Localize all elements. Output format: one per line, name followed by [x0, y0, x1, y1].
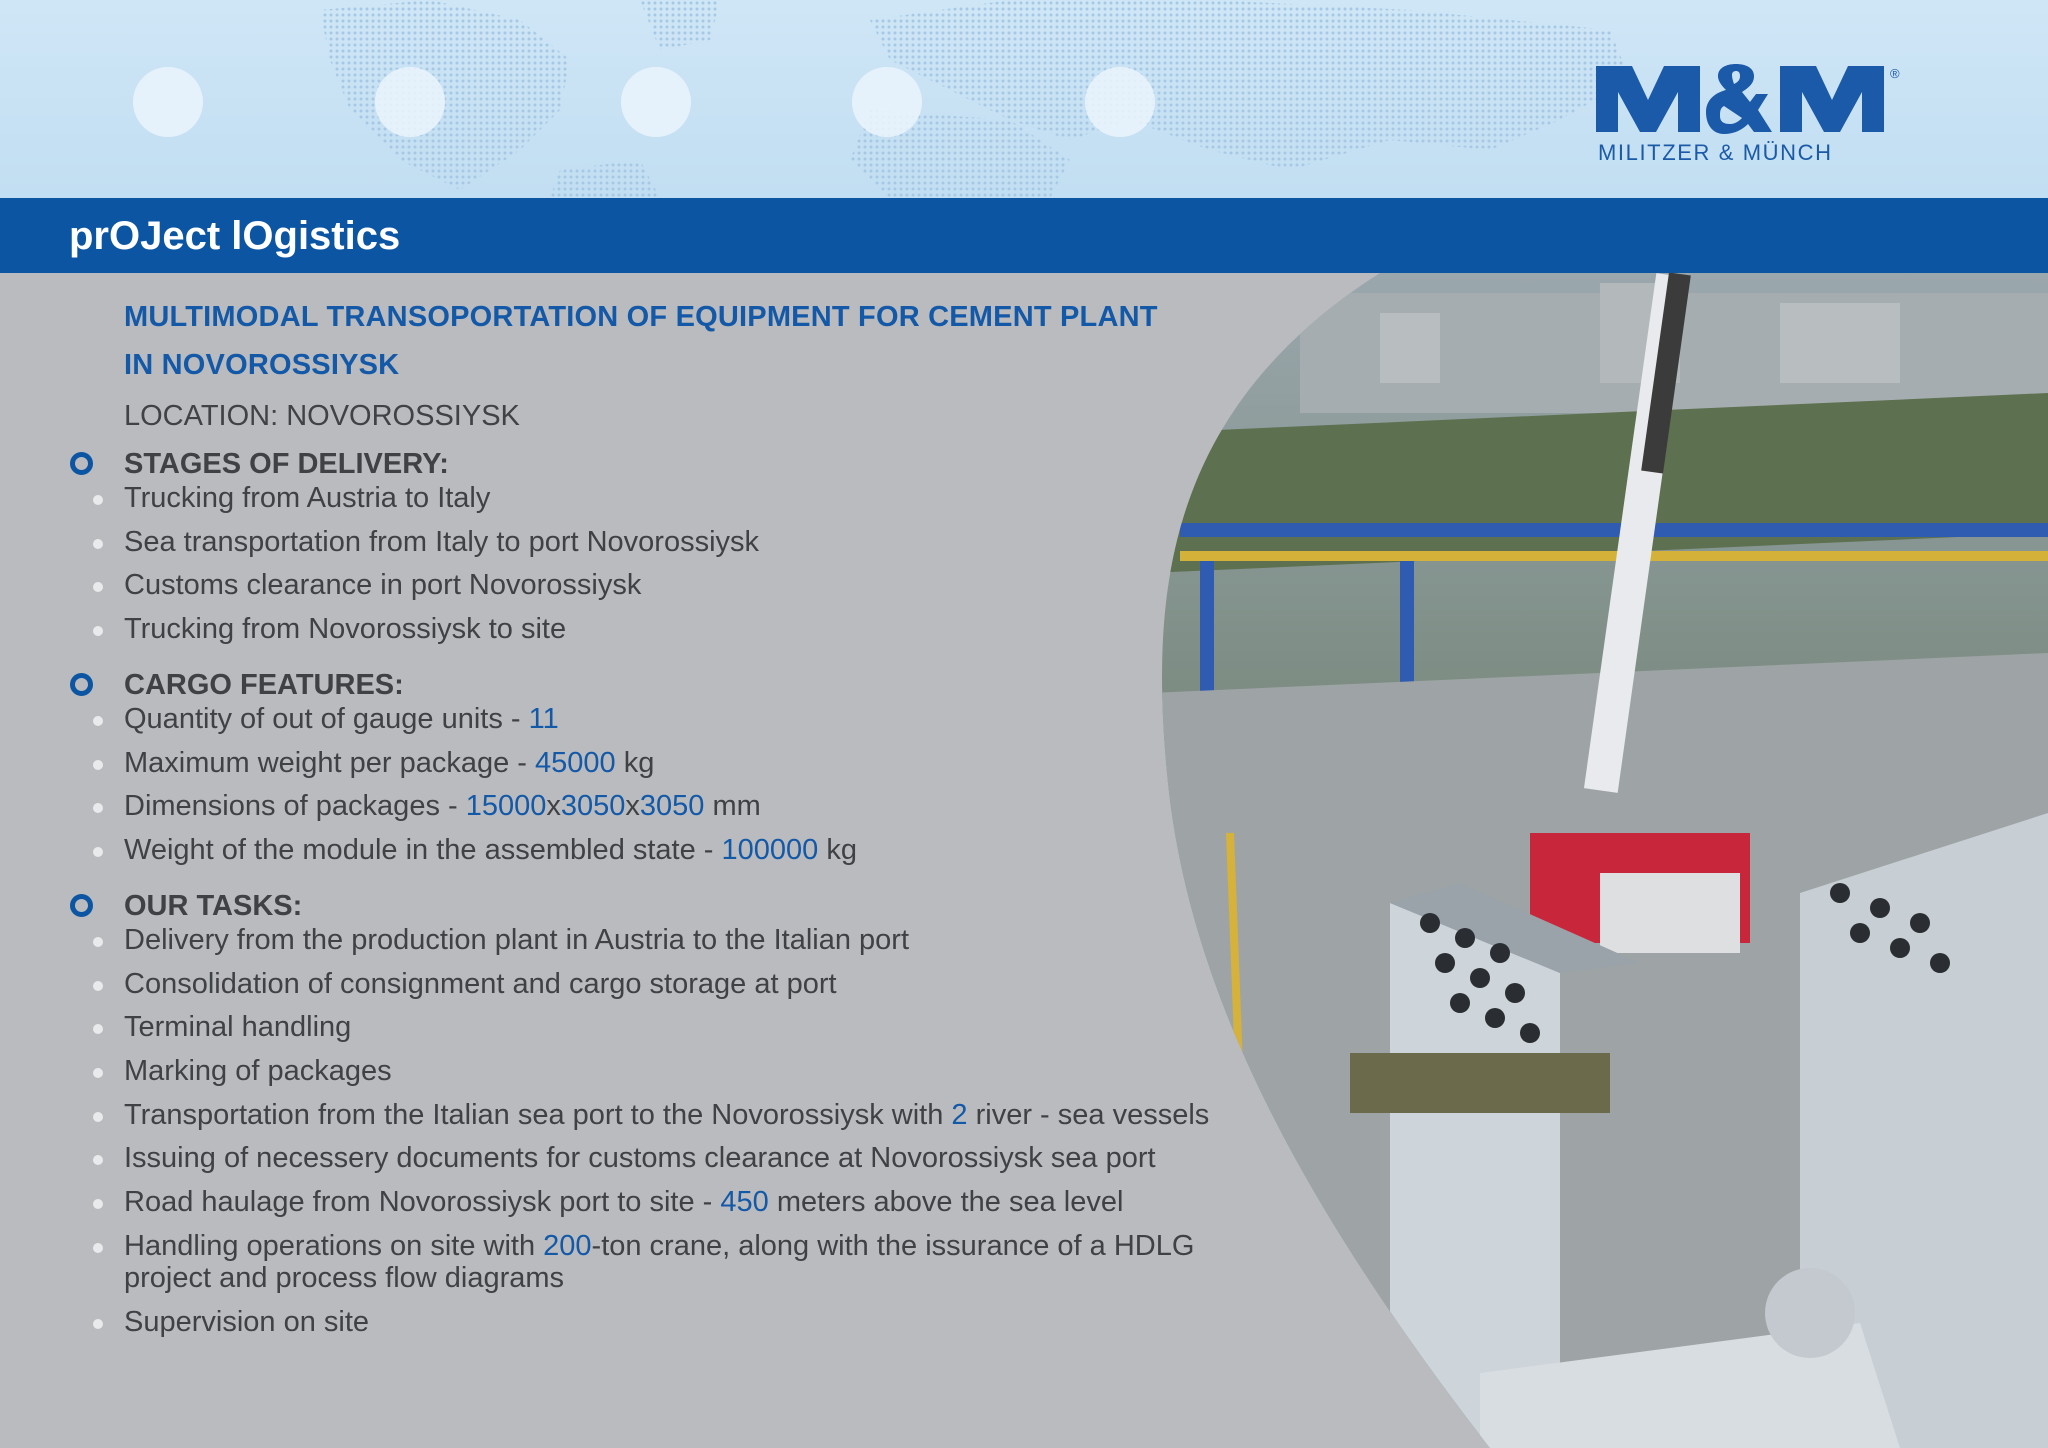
- project-content: [0, 273, 1290, 1448]
- header-banner: [0, 0, 2048, 198]
- list-item-text: -ton crane, along with the issurance of a HDLG project and process flow diagrams: [124, 1229, 1195, 1294]
- list-item: [0, 1186, 1254, 1218]
- list-item: [0, 1055, 1254, 1087]
- module-label: Weight of the module in the assembled state -: [124, 834, 722, 867]
- world-map-graphic: [310, 0, 1650, 198]
- list-item-text: Marking of packages: [124, 1055, 392, 1088]
- list-item: [0, 790, 1254, 822]
- list-item: [0, 968, 1254, 1000]
- list-item: [0, 569, 1254, 601]
- list-item: [0, 1306, 1254, 1338]
- decor-circle: [133, 67, 203, 137]
- registered-mark: ®: [1890, 66, 1900, 81]
- section-ring-icon: [70, 673, 93, 696]
- bullet-icon: [93, 760, 103, 770]
- project-heading-line1: MULTIMODAL TRANSOPORTATION OF EQUIPMENT FOR CEMENT PLANT: [124, 301, 1158, 333]
- list-item-text: Customs clearance in port Novorossiysk: [124, 569, 642, 602]
- list-item-text: river - sea vessels: [967, 1098, 1210, 1131]
- module-unit: kg: [818, 834, 857, 867]
- decor-circle: [852, 67, 922, 137]
- bullet-icon: [93, 539, 103, 549]
- dims-separator: x: [546, 790, 561, 823]
- bullet-icon: [93, 1112, 103, 1122]
- bullet-icon: [93, 803, 103, 813]
- list-item: [0, 1230, 1254, 1294]
- bullet-icon: [93, 1155, 103, 1165]
- stages-list: [0, 482, 1254, 657]
- bullet-icon: [93, 1243, 103, 1253]
- units-label: Quantity of out of gauge units -: [124, 703, 529, 735]
- logo-subtitle: MILITZER & MÜNCH: [1598, 140, 1833, 165]
- decor-circle: [621, 67, 691, 137]
- dims-height: 3050: [639, 790, 705, 823]
- list-item-text: meters above the sea level: [768, 1186, 1124, 1219]
- list-item-text: Supervision on site: [124, 1305, 370, 1338]
- list-item: [0, 1011, 1254, 1043]
- list-item-text: Trucking from Austria to Italy: [124, 482, 491, 514]
- tasks-list: [0, 924, 1254, 1349]
- bullet-icon: [93, 1068, 103, 1078]
- crane-capacity: 200: [543, 1229, 592, 1262]
- section-ring-icon: [70, 452, 93, 475]
- list-item: [0, 924, 1254, 956]
- weight-unit: kg: [615, 746, 655, 779]
- list-item: [0, 747, 1254, 779]
- list-item: [0, 482, 1254, 514]
- list-item: [0, 526, 1254, 558]
- list-item-text: Terminal handling: [124, 1011, 352, 1044]
- project-heading-line2: IN NOVOROSSIYSK: [124, 349, 400, 381]
- page-title: prOJect lOgistics: [69, 214, 401, 258]
- project-location: LOCATION: NOVOROSSIYSK: [124, 400, 520, 432]
- list-item-text: Issuing of necessery documents for customs clearance at Novorossiysk sea port: [124, 1142, 1156, 1175]
- altitude-value: 450: [720, 1186, 769, 1219]
- bullet-icon: [93, 1199, 103, 1209]
- tasks-title: OUR TASKS:: [124, 890, 303, 922]
- list-item-text: Sea transportation from Italy to port Novorossiysk: [124, 525, 760, 558]
- bullet-icon: [93, 937, 103, 947]
- list-item: [0, 1099, 1254, 1131]
- bullet-icon: [93, 847, 103, 857]
- section-ring-icon: [70, 894, 93, 917]
- list-item-text: Delivery from the production plant in Austria to the Italian port: [124, 924, 910, 956]
- list-item: [0, 834, 1254, 866]
- list-item: [0, 613, 1254, 645]
- list-item-text: Transportation from the Italian sea port to the Novorossiysk with: [124, 1098, 952, 1131]
- units-value: 11: [528, 703, 559, 735]
- module-value: 100000: [721, 834, 819, 867]
- mm-logo-mark: [1596, 62, 1888, 134]
- bullet-icon: [93, 495, 103, 505]
- bullet-icon: [93, 1024, 103, 1034]
- dims-label: Dimensions of packages -: [124, 790, 466, 823]
- bullet-icon: [93, 716, 103, 726]
- company-logo: [1596, 62, 1900, 172]
- dims-length: 15000: [465, 790, 547, 823]
- list-item: [0, 703, 1254, 735]
- decor-circle: [375, 67, 445, 137]
- bullet-icon: [93, 626, 103, 636]
- vessel-count: 2: [951, 1098, 968, 1131]
- list-item-text: Road haulage from Novorossiysk port to site -: [124, 1186, 721, 1219]
- stages-title: STAGES OF DELIVERY:: [124, 448, 449, 480]
- list-item-text: Trucking from Novorossiysk to site: [124, 613, 567, 646]
- dims-unit: mm: [704, 790, 761, 823]
- weight-value: 45000: [535, 746, 616, 779]
- bullet-icon: [93, 1319, 103, 1329]
- list-item-text: Handling operations on site with: [124, 1229, 544, 1262]
- dims-separator: x: [625, 790, 640, 823]
- dims-width: 3050: [560, 790, 626, 823]
- title-bar: [0, 198, 2048, 273]
- list-item: [0, 1142, 1254, 1174]
- bullet-icon: [93, 981, 103, 991]
- list-item-text: Consolidation of consignment and cargo storage at port: [124, 967, 837, 1000]
- weight-label: Maximum weight per package -: [124, 746, 535, 779]
- cargo-list: [0, 703, 1254, 878]
- bullet-icon: [93, 582, 103, 592]
- cargo-title: CARGO FEATURES:: [124, 669, 404, 701]
- decor-circle: [1085, 67, 1155, 137]
